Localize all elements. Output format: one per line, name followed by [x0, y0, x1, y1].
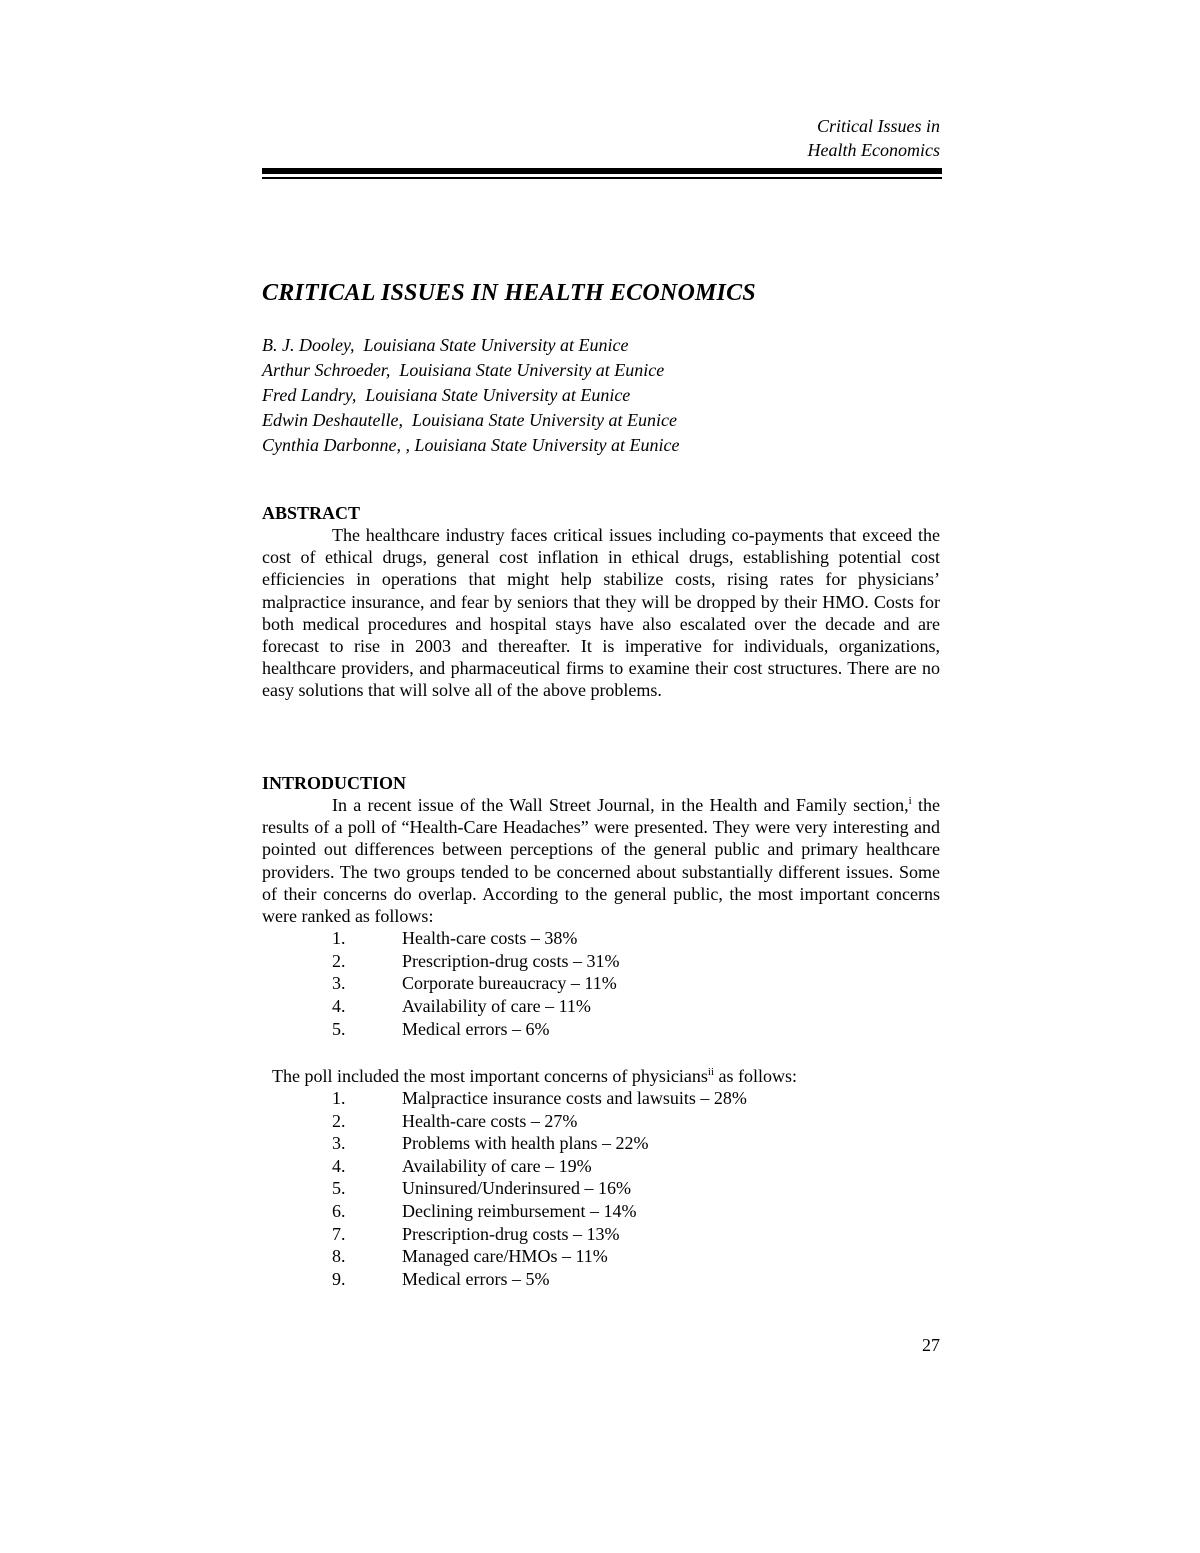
list-item — [262, 950, 940, 973]
list-item — [262, 1268, 940, 1291]
list-item-number: 4. — [332, 1155, 346, 1176]
author-list — [262, 333, 942, 458]
list-item-text: Health-care costs – 38% — [402, 928, 578, 949]
public-concerns-list — [262, 927, 940, 1040]
author-line: Cynthia Darbonne, , Louisiana State University at Eunice — [262, 435, 680, 455]
list-item — [262, 1177, 940, 1200]
list-item-text: Availability of care – 19% — [402, 1155, 592, 1176]
list-item-number: 4. — [332, 996, 346, 1016]
page-number: 27 — [922, 1335, 940, 1355]
header-rule-thick — [262, 168, 942, 174]
abstract-heading: ABSTRACT — [262, 503, 361, 523]
list-item-number: 1. — [332, 1088, 346, 1108]
list-item-number: 5. — [332, 1018, 346, 1039]
list-item-text: Uninsured/Underinsured – 16% — [402, 1178, 631, 1199]
endnote-marker: ii — [707, 1066, 715, 1078]
list-item — [262, 1018, 940, 1041]
list-item-text: Corporate bureaucracy – 11% — [402, 973, 617, 994]
endnote-marker: i — [908, 795, 912, 807]
author-line: Fred Landry, Louisiana State University at Eunice — [262, 385, 631, 405]
introduction-text-start: In a recent issue of the Wall Street Journal, in the Health and Family section, — [332, 795, 909, 815]
introduction-text-rest: the results of a poll of “Health-Care Headaches” were presented. They were very interesting and pointed out differences between perceptions of the general public and primary healthcare providers. The two groups tended to be concerned about substantially different issues. Some of their concerns do overlap. According to the general public, the most important concerns were ranked as follows: — [262, 795, 940, 927]
author-line: Arthur Schroeder, Louisiana State University at Eunice — [262, 360, 665, 380]
list-item — [262, 1223, 940, 1246]
list-item-text: Prescription-drug costs – 13% — [402, 1223, 620, 1244]
header-rule-thin — [262, 177, 942, 179]
physician-concerns-lead-in — [262, 1065, 940, 1087]
list-item-number: 5. — [332, 1178, 346, 1199]
list-item — [262, 1110, 940, 1133]
introduction-section — [262, 772, 940, 1040]
list-item — [262, 927, 940, 950]
running-head-line-2: Health Economics — [807, 140, 940, 160]
list-item — [262, 1155, 940, 1178]
list-item-number: 9. — [332, 1268, 346, 1289]
abstract-text: The healthcare industry faces critical issues including co-payments that exceed the cost of ethical drugs, general cost inflation in ethical drugs, establishing potential cost efficiencies in operations that might help stabilize costs, rising rates for physicians’ malpractice insurance, and fear by seniors that they will be dropped by their HMO. Costs for both medical procedures and hospital stays have also escalated over the decade and are forecast to rise in 2003 and thereafter. It is imperative for individuals, organizations, healthcare providers, and pharmaceutical firms to examine their cost structures. There are no easy solutions that will solve all of the above problems. — [262, 525, 940, 701]
list-item-number: 3. — [332, 973, 346, 994]
lead-in-text-end: as follows: — [714, 1066, 798, 1086]
list-item-number: 1. — [332, 928, 346, 949]
list-item-text: Medical errors – 6% — [402, 1018, 550, 1039]
introduction-heading: INTRODUCTION — [262, 773, 407, 793]
paper-title: CRITICAL ISSUES IN HEALTH ECONOMICS — [262, 280, 756, 306]
list-item — [262, 995, 940, 1018]
list-item-text: Declining reimbursement – 14% — [402, 1200, 637, 1221]
list-item — [262, 1087, 940, 1110]
list-item-number: 2. — [332, 950, 346, 971]
list-item-text: Health-care costs – 27% — [402, 1110, 578, 1131]
list-item — [262, 972, 940, 995]
physician-concerns-section — [262, 1065, 940, 1290]
list-item-text: Medical errors – 5% — [402, 1268, 550, 1289]
author-line: Edwin Deshautelle, Louisiana State University at Eunice — [262, 410, 677, 430]
lead-in-text: The poll included the most important concerns of physicians — [272, 1066, 708, 1086]
list-item-text: Problems with health plans – 22% — [402, 1133, 649, 1154]
list-item-number: 8. — [332, 1246, 346, 1267]
list-item-number: 2. — [332, 1110, 346, 1131]
abstract-section — [262, 502, 940, 702]
list-item — [262, 1245, 940, 1268]
list-item-text: Availability of care – 11% — [402, 996, 591, 1016]
running-head-line-1: Critical Issues in — [816, 116, 940, 136]
list-item-text: Managed care/HMOs – 11% — [402, 1246, 608, 1267]
list-item-number: 3. — [332, 1133, 346, 1154]
list-item-text: Malpractice insurance costs and lawsuits – 28% — [402, 1088, 747, 1108]
list-item-text: Prescription-drug costs – 31% — [402, 950, 620, 971]
introduction-text — [262, 794, 940, 927]
list-item-number: 6. — [332, 1200, 346, 1221]
author-line: B. J. Dooley, Louisiana State University at Eunice — [262, 335, 629, 355]
list-item-number: 7. — [332, 1223, 346, 1244]
list-item — [262, 1200, 940, 1223]
physician-concerns-list — [262, 1087, 940, 1290]
running-head — [560, 114, 940, 162]
list-item — [262, 1132, 940, 1155]
